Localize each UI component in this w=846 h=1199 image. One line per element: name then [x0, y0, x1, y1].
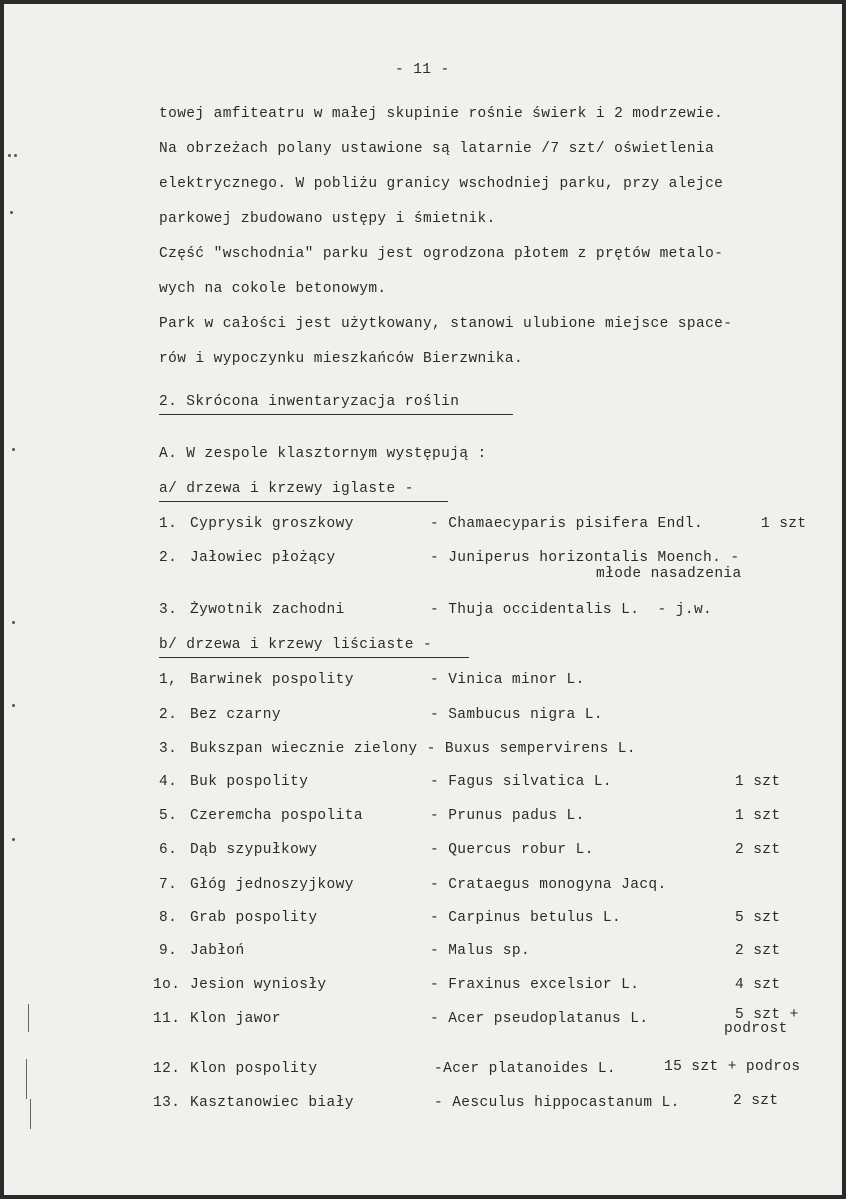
binding-hole: [10, 211, 13, 214]
list-item-name: Klon pospolity: [190, 1061, 318, 1077]
list-item-latin: - Sambucus nigra L.: [430, 707, 603, 723]
list-item-number: 9.: [159, 943, 178, 959]
list-item-name: Buk pospolity: [190, 774, 309, 790]
paragraph-line: Część "wschodnia" parku jest ogrodzona płotem z prętów metalo-: [159, 246, 724, 262]
edge-mark: [28, 1004, 29, 1032]
binding-hole: [12, 448, 15, 451]
list-item-number: 3.: [159, 602, 178, 618]
section-heading: 2. Skrócona inwentaryzacja roślin: [159, 394, 460, 410]
list-item-note: młode nasadzenia: [596, 566, 742, 582]
list-item-latin: - Fagus silvatica L.: [430, 774, 613, 790]
paragraph-line: parkowej zbudowano ustępy i śmietnik.: [159, 211, 496, 227]
list-item-count: 5 szt: [735, 910, 781, 926]
list-item-count: 1 szt: [761, 516, 807, 532]
group-b-heading: b/ drzewa i krzewy liściaste -: [159, 637, 433, 653]
subsection-a: A. W zespole klasztornym występują :: [159, 446, 487, 462]
paragraph-line: Na obrzeżach polany ustawione są latarnie /7 szt/ oświetlenia: [159, 141, 715, 157]
list-item-note: podrost: [724, 1021, 788, 1037]
binding-hole: [12, 838, 15, 841]
group-a-underline: [159, 501, 448, 502]
list-item-number: 4.: [159, 774, 178, 790]
list-item-name: Jabłoń: [190, 943, 245, 959]
list-item-number: 1o.: [153, 977, 181, 993]
list-item-count: 2 szt: [735, 943, 781, 959]
list-item-latin: - Malus sp.: [430, 943, 531, 959]
list-item-latin: - Vinica minor L.: [430, 672, 585, 688]
list-item-number: 1,: [159, 672, 178, 688]
binding-hole: [14, 154, 17, 157]
section-heading-underline: [159, 414, 513, 415]
list-item-number: 13.: [153, 1095, 181, 1111]
list-item-number: 6.: [159, 842, 178, 858]
list-item-count: 2 szt: [733, 1093, 779, 1109]
list-item-number: 2.: [159, 707, 178, 723]
list-item-latin: - Acer pseudoplatanus L.: [430, 1011, 649, 1027]
binding-hole: [12, 621, 15, 624]
list-item-name: Czeremcha pospolita: [190, 808, 363, 824]
list-item-name: Głóg jednoszyjkowy: [190, 877, 354, 893]
list-item-count: 15 szt + podros: [664, 1059, 801, 1075]
list-item-latin: - Prunus padus L.: [430, 808, 585, 824]
list-item-number: 12.: [153, 1061, 181, 1077]
list-item-latin: - Aesculus hippocastanum L.: [434, 1095, 680, 1111]
binding-hole: [12, 704, 15, 707]
list-item-count: 1 szt: [735, 808, 781, 824]
paragraph-line: elektrycznego. W pobliżu granicy wschodniej parku, przy alejce: [159, 176, 724, 192]
list-item-latin: -Acer platanoides L.: [434, 1061, 617, 1077]
paragraph-line: wych na cokole betonowym.: [159, 281, 387, 297]
list-item-latin: - Fraxinus excelsior L.: [430, 977, 640, 993]
paragraph-line: towej amfiteatru w małej skupinie rośnie świerk i 2 modrzewie.: [159, 106, 724, 122]
paragraph-line: Park w całości jest użytkowany, stanowi ulubione miejsce space-: [159, 316, 733, 332]
group-a-heading: a/ drzewa i krzewy iglaste -: [159, 481, 414, 497]
list-item-number: 2.: [159, 550, 178, 566]
list-item-number: 8.: [159, 910, 178, 926]
list-item-number: 11.: [153, 1011, 181, 1027]
list-item-latin: - Thuja occidentalis L. - j.w.: [430, 602, 713, 618]
document-page: [4, 4, 842, 1195]
edge-mark: [30, 1099, 31, 1129]
list-item-number: 7.: [159, 877, 178, 893]
list-item-name: Barwinek pospolity: [190, 672, 354, 688]
list-item-name: Grab pospolity: [190, 910, 318, 926]
edge-mark: [26, 1059, 27, 1099]
list-item-name: Bez czarny: [190, 707, 282, 723]
list-item-name: Kasztanowiec biały: [190, 1095, 354, 1111]
list-item-number: 3.: [159, 741, 178, 757]
list-item-latin: - Quercus robur L.: [430, 842, 594, 858]
list-item-count: 4 szt: [735, 977, 781, 993]
list-item-name: Dąb szypułkowy: [190, 842, 318, 858]
list-item-count: 2 szt: [735, 842, 781, 858]
list-item-name: Cyprysik groszkowy: [190, 516, 354, 532]
list-item-number: 5.: [159, 808, 178, 824]
list-item-latin: - Juniperus horizontalis Moench. -: [430, 550, 740, 566]
binding-hole: [8, 154, 11, 157]
list-item-latin: - Carpinus betulus L.: [430, 910, 622, 926]
list-item-name: Jesion wyniosły: [190, 977, 327, 993]
list-item-name: Żywotnik zachodni: [190, 602, 345, 618]
list-item-name: Klon jawor: [190, 1011, 282, 1027]
list-item-name: Jałowiec płożący: [190, 550, 336, 566]
list-item-latin: - Crataegus monogyna Jacq.: [430, 877, 667, 893]
list-item-count: 5 szt +: [735, 1007, 799, 1023]
list-item-count: 1 szt: [735, 774, 781, 790]
group-b-underline: [159, 657, 469, 658]
list-item-latin: - Chamaecyparis pisifera Endl.: [430, 516, 704, 532]
paragraph-line: rów i wypoczynku mieszkańców Bierzwnika.: [159, 351, 524, 367]
list-item-name: Bukszpan wiecznie zielony - Buxus sempervirens L.: [190, 741, 636, 757]
page-number: - 11 -: [395, 62, 450, 78]
list-item-number: 1.: [159, 516, 178, 532]
